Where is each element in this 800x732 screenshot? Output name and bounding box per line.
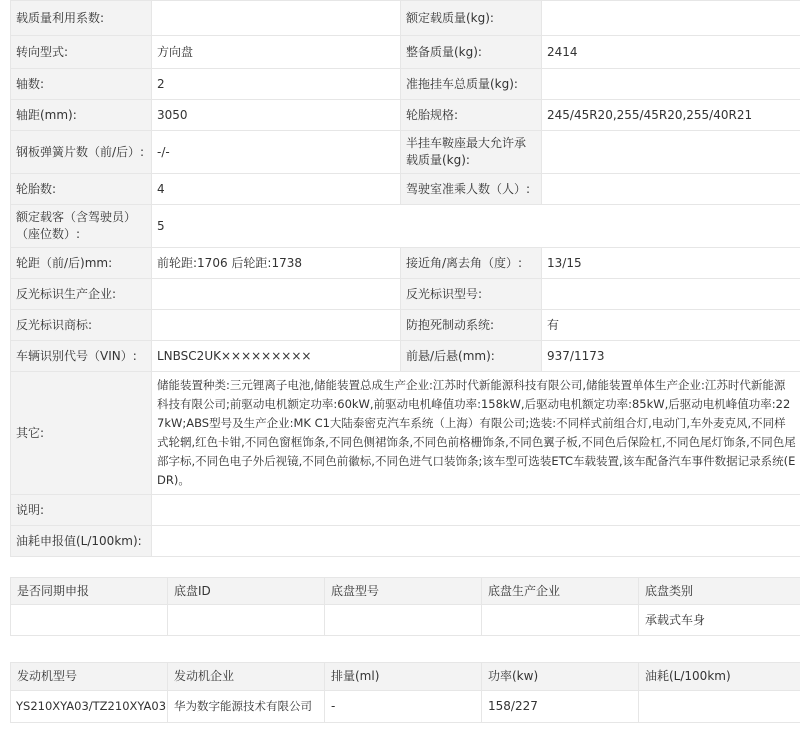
spec-row [11, 495, 800, 526]
table-header-row [11, 578, 800, 605]
spec-value: 2414 [542, 36, 800, 69]
spec-label: 整备质量(kg): [401, 36, 542, 69]
spec-value [152, 310, 401, 341]
spec-label: 轴距(mm): [11, 100, 152, 131]
spec-row [11, 372, 800, 495]
spec-row [11, 36, 800, 69]
spec-row [11, 310, 800, 341]
spec-label: 钢板弹簧片数（前/后）: [11, 131, 152, 174]
spec-label: 驾驶室准乘人数（人）: [401, 174, 542, 205]
spec-value: 245/45R20,255/45R20,255/40R21 [542, 100, 800, 131]
engine-table [10, 662, 800, 723]
vehicle-spec-table [10, 0, 800, 557]
table-cell [168, 605, 325, 636]
spec-label: 说明: [11, 495, 152, 526]
spec-value: 有 [542, 310, 800, 341]
spec-label: 载质量利用系数: [11, 1, 152, 36]
column-header: 发动机型号 [11, 663, 168, 691]
spec-row [11, 174, 800, 205]
table-cell [639, 691, 800, 723]
column-header: 底盘ID [168, 578, 325, 605]
spec-row [11, 1, 800, 36]
spec-value: 方向盘 [152, 36, 401, 69]
spec-row [11, 100, 800, 131]
table-cell [11, 605, 168, 636]
spec-value [542, 279, 800, 310]
spec-label: 轮胎数: [11, 174, 152, 205]
spec-label: 轮胎规格: [401, 100, 542, 131]
spec-label: 准拖挂车总质量(kg): [401, 69, 542, 100]
table-row [11, 691, 800, 723]
spec-label: 反光标识商标: [11, 310, 152, 341]
table-row [11, 605, 800, 636]
spec-label: 反光标识型号: [401, 279, 542, 310]
table-cell: 华为数字能源技术有限公司 [168, 691, 325, 723]
column-header: 底盘型号 [325, 578, 482, 605]
spec-value [542, 69, 800, 100]
spec-row [11, 341, 800, 372]
spec-label: 反光标识生产企业: [11, 279, 152, 310]
spec-value: 5 [152, 205, 800, 248]
spec-label: 其它: [11, 372, 152, 495]
spec-label: 防抱死制动系统: [401, 310, 542, 341]
spec-value [542, 1, 800, 36]
spec-value: LNBSC2UK××××××××× [152, 341, 401, 372]
spec-label: 额定载质量(kg): [401, 1, 542, 36]
spec-row [11, 248, 800, 279]
table-cell: - [325, 691, 482, 723]
spec-row [11, 526, 800, 557]
column-header: 发动机企业 [168, 663, 325, 691]
spec-value [542, 131, 800, 174]
spec-row [11, 131, 800, 174]
spec-label: 前悬/后悬(mm): [401, 341, 542, 372]
spec-value: 937/1173 [542, 341, 800, 372]
column-header: 底盘生产企业 [482, 578, 639, 605]
spec-label: 转向型式: [11, 36, 152, 69]
table-cell: 158/227 [482, 691, 639, 723]
spec-value [152, 495, 800, 526]
table-header-row [11, 663, 800, 691]
spec-row [11, 69, 800, 100]
spec-label: 油耗申报值(L/100km): [11, 526, 152, 557]
column-header: 排量(ml) [325, 663, 482, 691]
spec-label: 轴数: [11, 69, 152, 100]
other-description: 储能装置种类:三元锂离子电池,储能装置总成生产企业:江苏时代新能源科技有限公司,储能装置单体生产企业:江苏时代新能源科技有限公司;前驱动电机额定功率:60kW,前驱动电机峰值功率:158kW,后驱动电机额定功率:85kW,后驱动电机峰值功率:227kW;ABS型号及生产企业:MK C1大陆泰密克汽车系统（上海）有限公司;选装:不同样式前组合灯,电动门,车外麦克风,不同样式轮辋,红色卡钳,不同色窗框饰条,不同色侧裙饰条,不同色前格栅饰条,不同色翼子板,不同色后保险杠,不同色尾灯饰条,不同色尾部字标,不同色电子外后视镜,不同色前徽标,不同色进气口装饰条;该车型可选装ETC车载装置,该车配备汽车事件数据记录系统(EDR)。 [152, 372, 800, 495]
spec-value: -/- [152, 131, 401, 174]
spec-label: 额定载客（含驾驶员）（座位数）: [11, 205, 152, 248]
table-cell: YS210XYA03/TZ210XYA03 [11, 691, 168, 723]
column-header: 底盘类别 [639, 578, 800, 605]
spec-value: 4 [152, 174, 401, 205]
spec-label: 轮距（前/后)mm: [11, 248, 152, 279]
spec-value [152, 1, 401, 36]
column-header: 是否同期申报 [11, 578, 168, 605]
spec-value [152, 279, 401, 310]
spec-value [152, 526, 800, 557]
spec-value: 2 [152, 69, 401, 100]
spec-value: 13/15 [542, 248, 800, 279]
table-cell: 承载式车身 [639, 605, 800, 636]
column-header: 油耗(L/100km) [639, 663, 800, 691]
table-cell [325, 605, 482, 636]
spec-value: 前轮距:1706 后轮距:1738 [152, 248, 401, 279]
spec-row [11, 279, 800, 310]
spec-label: 车辆识别代号（VIN）: [11, 341, 152, 372]
spec-label: 半挂车鞍座最大允许承载质量(kg): [401, 131, 542, 174]
table-cell [482, 605, 639, 636]
spec-value [542, 174, 800, 205]
chassis-table [10, 577, 800, 636]
spec-label: 接近角/离去角（度）: [401, 248, 542, 279]
column-header: 功率(kw) [482, 663, 639, 691]
spec-row [11, 205, 800, 248]
spec-value: 3050 [152, 100, 401, 131]
